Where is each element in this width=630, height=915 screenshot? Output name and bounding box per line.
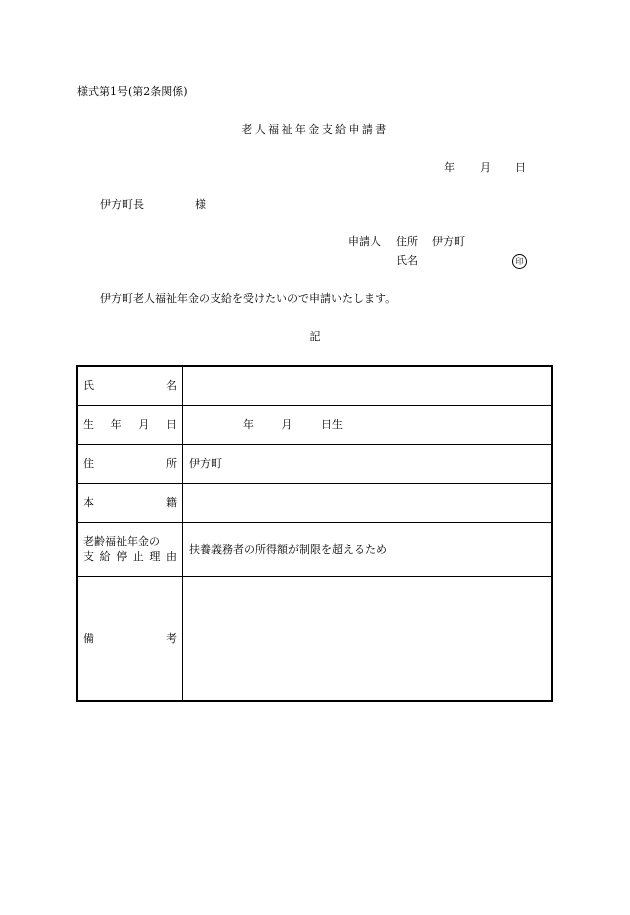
label-char: 支 xyxy=(83,550,94,563)
birthdate-label-cell xyxy=(77,405,183,444)
addressee-honorific: 様 xyxy=(195,198,206,211)
address-value-cell[interactable]: 伊方町 xyxy=(183,444,553,483)
label-char: 給 xyxy=(99,550,111,563)
date-month-label: 月 xyxy=(480,161,491,174)
domicile-value-cell[interactable] xyxy=(183,483,553,522)
date-day-label: 日 xyxy=(515,161,526,174)
name-value-cell[interactable] xyxy=(183,366,553,405)
label-char: 由 xyxy=(165,550,177,563)
label-char: 住 xyxy=(83,457,94,470)
date-year-label: 年 xyxy=(444,161,455,174)
stop-reason-label-line1: 老齢福祉年金の xyxy=(83,535,160,548)
applicant-name-label: 氏名 xyxy=(396,254,418,267)
remarks-value-cell[interactable] xyxy=(183,576,553,701)
stop-reason-label-line2 xyxy=(83,549,177,564)
birth-month-label: 月 xyxy=(281,418,293,431)
label-char: 本 xyxy=(83,496,94,509)
birth-day-label: 日生 xyxy=(321,418,343,431)
label-char: 名 xyxy=(166,379,177,393)
application-form-table xyxy=(76,365,553,702)
ki-label: 記 xyxy=(309,330,321,343)
table-row-birthdate xyxy=(77,405,552,444)
label-char: 月 xyxy=(138,418,150,431)
label-char: 止 xyxy=(132,550,144,563)
address-label-cell xyxy=(77,444,183,483)
label-char: 生 xyxy=(83,418,94,431)
label-char: 年 xyxy=(110,418,122,431)
label-char: 考 xyxy=(166,631,177,645)
label-char: 氏 xyxy=(83,379,94,393)
table-row-address xyxy=(77,444,552,483)
applicant-address-value: 伊方町 xyxy=(432,235,465,248)
stop-reason-value-cell[interactable]: 扶養義務者の所得額が制限を超えるため xyxy=(183,522,553,576)
applicant-label: 申請人 xyxy=(348,235,381,248)
label-char: 停 xyxy=(116,550,128,563)
document-title: 老人福祉年金支給申請書 xyxy=(241,123,389,136)
label-char: 所 xyxy=(166,457,177,470)
remarks-label-cell xyxy=(77,576,183,701)
addressee-name: 伊方町長 xyxy=(100,198,144,211)
label-char: 理 xyxy=(149,550,161,563)
applicant-address-label: 住所 xyxy=(396,235,418,248)
label-char: 日 xyxy=(165,418,177,431)
table-row-stop-reason xyxy=(77,522,552,576)
domicile-label-cell xyxy=(77,483,183,522)
seal-mark: 印 xyxy=(512,254,527,269)
table-row-domicile xyxy=(77,483,552,522)
table-row-remarks xyxy=(77,576,552,701)
application-statement: 伊方町老人福祉年金の支給を受けたいので申請いたします。 xyxy=(100,292,397,305)
birthdate-value-cell[interactable] xyxy=(183,405,553,444)
stop-reason-label-cell xyxy=(77,522,183,576)
form-number: 様式第1号(第2条関係) xyxy=(77,85,188,98)
label-char: 備 xyxy=(83,631,94,645)
name-label-cell xyxy=(77,366,183,405)
table-row-name xyxy=(77,366,552,405)
label-char: 籍 xyxy=(166,496,177,509)
birth-year-label: 年 xyxy=(243,418,254,431)
